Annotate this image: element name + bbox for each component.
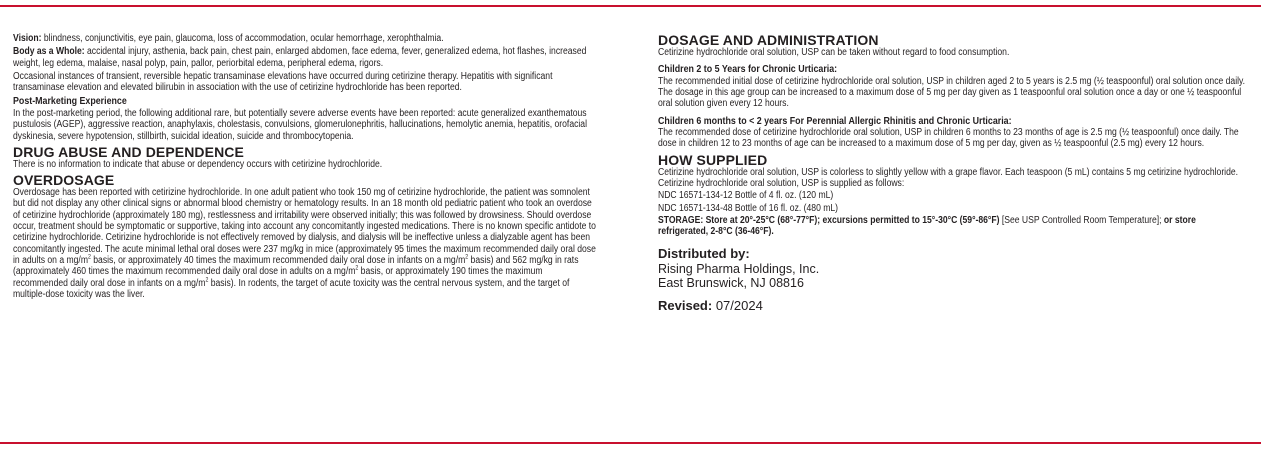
- distributor-city: East Brunswick, NJ 08816: [658, 275, 804, 290]
- left-column: [13, 33, 598, 302]
- how-supplied-heading: HOW SUPPLIED: [658, 151, 768, 168]
- body-paragraph: [13, 46, 598, 69]
- vision-paragraph: [13, 33, 598, 44]
- revised-label: Revised:: [658, 297, 713, 313]
- distributed-by-heading: Distributed by:: [658, 245, 750, 261]
- distributor-name: Rising Pharma Holdings, Inc.: [658, 261, 820, 276]
- drug-abuse-heading: DRUG ABUSE AND DEPENDENCE: [13, 143, 244, 160]
- body-label: Body as a Whole:: [13, 46, 85, 58]
- occasional-paragraph: Occasional instances of transient, reversible hepatic transaminase elevations have occurred during cetirizine therapy. Hepatitis with significant transaminase elevation and elevated bilirubin in association with the use of cetirizine hydrochloride has been reported.: [13, 70, 553, 94]
- bottom-red-rule: [0, 442, 1261, 444]
- top-red-rule: [0, 5, 1261, 7]
- vision-text: blindness, conjunctivitis, eye pain, glaucoma, loss of accommodation, ocular hemorrhage, xerophthalmia.: [41, 33, 444, 44]
- drug-abuse-text: There is no information to indicate that abuse or dependency occurs with cetirizine hydrochloride.: [13, 158, 383, 170]
- vision-label: Vision:: [13, 33, 42, 44]
- postmarketing-text: In the post-marketing period, the following additional rare, but potentially severe adverse events have been reported: acute generalized exanthematous pustulosis (AGEP), aggressive reaction, anaphylaxis, cholestasis, convulsions, glomerulonephritis, hallucinations, hemolytic anemia, hepatitis, orofacial dyskinesia, severe hypotension, stillbirth, suicidal ideation, suicide and thrombocytopenia.: [13, 107, 587, 142]
- overdosage-text: Overdosage has been reported with cetirizine hydrochloride. In one adult patient who took 150 mg of cetirizine hydrochloride, the patient was somnolent but did not display any other clinical signs or abnormal blood chemistry or hematology results. In an 18 month old pediatric patient who took an overdose of cetirizine hydrochloride (approximately 180 mg), restlessness and irritability were observed initially; this was followed by drowsiness. Should overdose occur, treatment should be symptomatic or supportive, taking into account any concomitantly ingested medications. There is no known specific antidote to cetirizine hydrochloride. Cetirizine hydrochloride is not effectively removed by dialysis, and dialysis will be ineffective unless a dialyzable agent has been concomitantly ingested. The acute minimal lethal oral doses were 237 mg/kg in mice (approximately 95 times the maximum recommended daily oral dose in adults on a $mg/m^2$ basis, or approximately 40 times the maximum recommended daily oral dose in infants on a $mg/m^2$ basis) and 562 mg/kg in rats (approximately 460 times the maximum recommended daily oral dose in adults on a $mg/m^2$ basis, or approximately 190 times the maximum recommended daily oral dose in infants on a $mg/m^2$ basis). In rodents, the target of acute toxicity was the central nervous system, and the target of multiple-dose toxicity was the liver.: [13, 187, 596, 300]
- dosage-text: Cetirizine hydrochloride oral solution, USP can be taken without regard to food consumption.: [658, 47, 1010, 58]
- ndc-line-1: NDC 16571-134-12 Bottle of 4 fl. oz. (120 mL): [658, 190, 834, 202]
- dosage-heading: DOSAGE AND ADMINISTRATION: [658, 32, 879, 48]
- storage-text: STORAGE: Store at 20°-25°C (68°-77°F); excursions permitted to 15°-30°C (59°-86°F) [See USP Controlled Room Temperature]; or store refrigerated, 2-8°C (36-46°F).: [658, 214, 1196, 238]
- revised-date: 07/2024: [712, 297, 763, 313]
- revised-line: [658, 298, 1248, 313]
- postmarketing-heading: Post-Marketing Experience: [13, 96, 127, 108]
- children-2-5-text: The recommended initial dose of cetirizine hydrochloride oral solution, USP in children aged 2 to 5 years is 2.5 mg (½ teaspoonful) oral solution once daily. The dosage in this age group can be increased to a maximum dose of 5 mg per day given as 1 teaspoonful oral solution once a day or one ½ teaspoonful oral solution given every 12 hours.: [658, 75, 1246, 110]
- overdosage-heading: OVERDOSAGE: [13, 172, 115, 189]
- ndc-line-2: NDC 16571-134-48 Bottle of 16 fl. oz. (480 mL): [658, 202, 839, 214]
- children-6m-text: The recommended dose of cetirizine hydrochloride oral solution, USP in children 6 months to 23 months of age is 2.5 mg (½ teaspoonful) once daily. The dose in children 12 to 23 months of age can be increased to a maximum dose of 5 mg per day, given as ½ teaspoonful (2.5 mg) every 12 hours.: [658, 127, 1239, 150]
- children-6m-heading: Children 6 months to < 2 years For Perennial Allergic Rhinitis and Chronic Urticaria:: [658, 115, 1012, 127]
- body-text: accidental injury, asthenia, back pain, chest pain, enlarged abdomen, face edema, fever, generalized edema, hot flashes, increased weight, leg edema, malaise, nasal polyp, pain, pallor, periorbital edema, peripheral edema, rigors.: [13, 46, 587, 69]
- right-column: [658, 33, 1248, 313]
- how-supplied-text: Cetirizine hydrochloride oral solution, USP is colorless to slightly yellow with a grape flavor. Each teaspoon (5 mL) contains 5 mg cetirizine hydrochloride. Cetirizine hydrochloride oral solution, USP is supplied as follows:: [658, 166, 1239, 190]
- children-2-5-heading: Children 2 to 5 Years for Chronic Urticaria:: [658, 64, 838, 76]
